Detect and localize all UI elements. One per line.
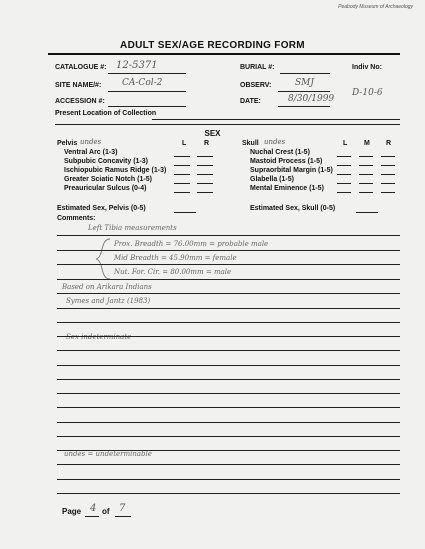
section-rule xyxy=(55,124,400,125)
pelvis-note: undes xyxy=(80,138,102,146)
site-value: CA-Col-2 xyxy=(122,78,163,88)
comment-line xyxy=(57,479,400,480)
pelvis-label: Pelvis xyxy=(57,140,78,147)
date-label: DATE: xyxy=(240,98,261,105)
page-number-line xyxy=(85,516,99,517)
comment-line xyxy=(57,493,400,494)
skull-m-blank xyxy=(359,156,373,157)
skull-m-blank xyxy=(359,165,373,166)
pelvis-r-blank xyxy=(197,156,213,157)
pelvis-l-blank xyxy=(174,156,190,157)
skull-r-blank xyxy=(381,183,395,184)
skull-m-blank xyxy=(359,174,373,175)
skull-trait: Supraorbital Margin (1-5) xyxy=(250,167,333,174)
site-label: SITE NAME/#: xyxy=(55,82,102,89)
skull-l-blank xyxy=(337,192,351,193)
skull-estimated-blank xyxy=(356,212,378,213)
comment-line xyxy=(57,422,400,423)
comment-line xyxy=(57,279,400,280)
comment-handwriting: Nut. For. Cir. = 80.00mm = male xyxy=(114,268,232,276)
comment-line xyxy=(57,365,400,366)
museum-stamp: Peabody Museum of Archaeology xyxy=(338,4,413,10)
pelvis-l-blank xyxy=(174,183,190,184)
pelvis-l-blank xyxy=(174,165,190,166)
skull-estimated-label: Estimated Sex, Skull (0-5) xyxy=(250,205,336,212)
skull-note: undes xyxy=(264,138,286,146)
accession-label: ACCESSION #: xyxy=(55,98,105,105)
skull-trait: Nuchal Crest (1-5) xyxy=(250,149,310,156)
pelvis-r-blank xyxy=(197,174,213,175)
comment-line xyxy=(57,308,400,309)
burial-line xyxy=(280,73,330,74)
skull-m-blank xyxy=(359,183,373,184)
comment-line xyxy=(57,407,400,408)
pelvis-r-blank xyxy=(197,165,213,166)
comment-line xyxy=(57,350,400,351)
page-total-line xyxy=(115,516,131,517)
skull-m-blank xyxy=(359,192,373,193)
skull-r-blank xyxy=(381,165,395,166)
present-location-line xyxy=(152,119,400,120)
comment-line xyxy=(57,235,400,236)
indiv-label: Indiv No: xyxy=(352,64,382,71)
pelvis-estimated-label: Estimated Sex, Pelvis (0-5) xyxy=(57,205,146,212)
skull-l-blank xyxy=(337,165,351,166)
skull-l-blank xyxy=(337,174,351,175)
skull-l-blank xyxy=(337,156,351,157)
catalogue-value: 12-5371 xyxy=(116,60,158,71)
skull-trait: Mental Eminence (1-5) xyxy=(250,185,324,192)
pelvis-trait: Greater Sciatic Notch (1-5) xyxy=(64,176,152,183)
comment-line xyxy=(57,379,400,380)
observ-value: SMJ xyxy=(295,78,314,88)
skull-trait: Glabella (1-5) xyxy=(250,176,294,183)
accession-line xyxy=(108,106,186,107)
date-value: 8/30/1999 xyxy=(288,94,335,104)
skull-col-r: R xyxy=(386,140,392,147)
observ-line xyxy=(278,91,330,92)
skull-label: Skull xyxy=(242,140,259,147)
pelvis-trait: Ischiopubic Ramus Ridge (1-3) xyxy=(64,167,167,174)
burial-label: BURIAL #: xyxy=(240,64,275,71)
comment-line xyxy=(57,393,400,394)
pelvis-estimated-blank xyxy=(174,212,196,213)
skull-trait: Mastoid Process (1-5) xyxy=(250,158,323,165)
comment-line xyxy=(57,436,400,437)
skull-r-blank xyxy=(381,192,395,193)
comment-line xyxy=(57,250,400,251)
page-number: 4 xyxy=(90,503,97,514)
comment-handwriting: Left Tibia measurements xyxy=(88,224,177,232)
comment-line xyxy=(57,336,400,337)
comment-line xyxy=(57,322,400,323)
comment-handwriting: Mid Breadth = 45.90mm = female xyxy=(114,254,237,262)
pelvis-trait: Ventral Arc (1-3) xyxy=(64,149,118,156)
comments-label: Comments: xyxy=(57,215,96,222)
pelvis-r-blank xyxy=(197,192,213,193)
pelvis-r-blank xyxy=(197,183,213,184)
skull-col-l: L xyxy=(343,140,348,147)
bracket-mark xyxy=(92,236,114,282)
comment-handwriting: Prox. Breadth = 76.00mm = probable male xyxy=(114,240,269,248)
comment-line xyxy=(57,450,400,451)
pelvis-trait: Preauricular Sulcus (0-4) xyxy=(64,185,147,192)
catalogue-line xyxy=(108,73,186,74)
pelvis-l-blank xyxy=(174,174,190,175)
pelvis-trait: Subpubic Concavity (1-3) xyxy=(64,158,149,165)
skull-r-blank xyxy=(381,156,395,157)
pelvis-col-r: R xyxy=(204,140,210,147)
of-label: of xyxy=(102,507,110,516)
comment-line xyxy=(57,293,400,294)
pelvis-l-blank xyxy=(174,192,190,193)
comment-handwriting: undes = undeterminable xyxy=(64,450,152,458)
pelvis-col-l: L xyxy=(182,140,187,147)
site-line xyxy=(108,91,186,92)
catalogue-label: CATALOGUE #: xyxy=(55,64,107,71)
page-total: 7 xyxy=(119,503,126,514)
present-location-label: Present Location of Collection xyxy=(55,110,157,117)
comment-handwriting: Based on Arikara Indians xyxy=(62,283,152,291)
sex-heading: SEX xyxy=(204,129,221,138)
comment-line xyxy=(57,464,400,465)
comment-handwriting: Sex indeterminate xyxy=(66,333,132,341)
comment-line xyxy=(57,264,400,265)
skull-r-blank xyxy=(381,174,395,175)
skull-l-blank xyxy=(337,183,351,184)
date-line xyxy=(278,106,330,107)
form-title: ADULT SEX/AGE RECORDING FORM xyxy=(120,40,305,51)
drawer-value: D-10-6 xyxy=(352,88,383,98)
observ-label: OBSERV: xyxy=(240,82,272,89)
comment-handwriting: Symes and Jantz (1983) xyxy=(66,297,151,305)
skull-col-m: M xyxy=(364,140,370,147)
page-label: Page xyxy=(62,507,82,516)
title-rule xyxy=(48,53,400,55)
